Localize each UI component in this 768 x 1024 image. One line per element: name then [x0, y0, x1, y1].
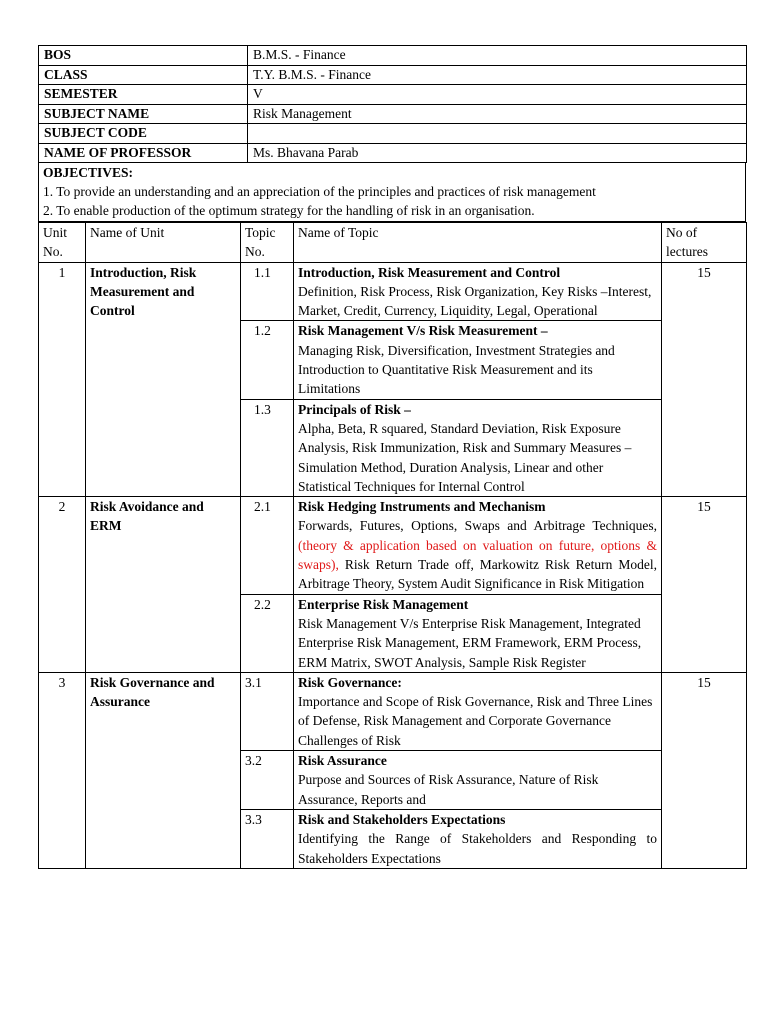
topic-title: Introduction, Risk Measurement and Control	[298, 264, 561, 280]
meta-row-subject-name	[39, 104, 747, 124]
topic-cell	[294, 809, 662, 868]
meta-key: SEMESTER	[39, 85, 248, 105]
table-row	[39, 262, 747, 321]
topic-number: 3.3	[241, 809, 294, 868]
header-unit-no: Unit No.	[39, 223, 86, 263]
lecture-count: 15	[662, 497, 747, 673]
meta-row-class	[39, 65, 747, 85]
topic-number: 2.2	[241, 594, 294, 672]
unit-number: 1	[39, 262, 86, 497]
table-row	[39, 497, 747, 594]
topic-number: 2.1	[241, 497, 294, 594]
topic-number: 3.1	[241, 672, 294, 750]
topic-cell	[294, 672, 662, 750]
topic-cell	[294, 594, 662, 672]
topic-cell	[294, 497, 662, 594]
meta-value: Risk Management	[248, 104, 747, 124]
topic-title: Principals of Risk –	[298, 401, 411, 417]
meta-row-professor	[39, 143, 747, 163]
meta-value	[248, 124, 747, 144]
topic-cell	[294, 321, 662, 399]
topic-body: Purpose and Sources of Risk Assurance, Nature of Risk Assurance, Reports and	[298, 772, 599, 807]
meta-row-semester	[39, 85, 747, 105]
objectives-heading: OBJECTIVES:	[43, 165, 134, 180]
header-unit-name: Name of Unit	[86, 223, 241, 263]
meta-row-bos	[39, 46, 747, 66]
objectives-section	[38, 163, 746, 222]
lecture-count: 15	[662, 262, 747, 497]
topic-title: Enterprise Risk Management	[298, 596, 469, 612]
units-table	[38, 222, 747, 869]
topic-cell	[294, 399, 662, 496]
topic-body: Risk Management V/s Enterprise Risk Management, Integrated Enterprise Risk Management, ERM Framework, ERM Process, ERM Matrix, SWOT Analysis, Sample Risk Register	[298, 615, 642, 670]
unit-name: Introduction, Risk Measurement and Control	[86, 262, 241, 497]
topic-body: Importance and Scope of Risk Governance, Risk and Three Lines of Defense, Risk Management and Corporate Governance Challenges of Risk	[298, 694, 653, 748]
topic-number: 3.2	[241, 751, 294, 810]
topic-body-highlight: (theory & application based on valuation on future, options & swaps),	[298, 537, 657, 573]
topic-number: 1.3	[241, 399, 294, 496]
meta-value: V	[248, 85, 747, 105]
topic-title: Risk Hedging Instruments and Mechanism	[298, 499, 546, 515]
meta-value: T.Y. B.M.S. - Finance	[248, 65, 747, 85]
topic-body: Definition, Risk Process, Risk Organization, Key Risks –Interest, Market, Credit, Currency, Liquidity, Legal, Operational	[298, 283, 652, 319]
meta-key: CLASS	[39, 65, 248, 85]
topic-body: Managing Risk, Diversification, Investment Strategies and Introduction to Quantitative Risk Measurement and its Limitations	[298, 342, 615, 397]
syllabus-document	[38, 45, 746, 869]
meta-key: NAME OF PROFESSOR	[39, 143, 248, 163]
table-row	[39, 672, 747, 750]
unit-number: 3	[39, 672, 86, 868]
header-lectures: No of lectures	[662, 223, 747, 263]
topic-body-pre: Forwards, Futures, Options, Swaps and Arbitrage Techniques,	[298, 518, 657, 534]
objective-item: 2. To enable production of the optimum strategy for the handling of risk in an organisation.	[43, 203, 535, 218]
meta-value: B.M.S. - Finance	[248, 46, 747, 66]
topic-cell	[294, 751, 662, 810]
topic-cell	[294, 262, 662, 321]
objective-item: 1. To provide an understanding and an appreciation of the principles and practices of risk management	[43, 184, 596, 199]
topic-title: Risk Assurance	[298, 753, 387, 769]
course-info-table	[38, 45, 747, 163]
meta-row-subject-code	[39, 124, 747, 144]
topic-body-post: Risk Return Trade off, Markowitz Risk Return Model, Arbitrage Theory, System Audit Significance in Risk Mitigation	[298, 557, 657, 592]
lecture-count: 15	[662, 672, 747, 868]
meta-key: SUBJECT NAME	[39, 104, 248, 124]
topic-title: Risk Governance:	[298, 674, 402, 690]
topic-number: 1.1	[241, 262, 294, 321]
unit-name: Risk Avoidance and ERM	[86, 497, 241, 673]
header-topic-name: Name of Topic	[294, 223, 662, 263]
topic-body: Identifying the Range of Stakeholders and Responding to Stakeholders Expectations	[298, 831, 657, 866]
header-topic-no: Topic No.	[241, 223, 294, 263]
meta-key: SUBJECT CODE	[39, 124, 248, 144]
units-table-header	[39, 223, 747, 263]
unit-name: Risk Governance and Assurance	[86, 672, 241, 868]
meta-key: BOS	[39, 46, 248, 66]
meta-value: Ms. Bhavana Parab	[248, 143, 747, 163]
topic-body: Alpha, Beta, R squared, Standard Deviation, Risk Exposure Analysis, Risk Immunization, Risk and Summary Measures –Simulation Method, Duration Analysis, Linear and other Statistical Techniques for Internal Control	[298, 420, 632, 494]
topic-title: Risk Management V/s Risk Measurement –	[298, 323, 548, 339]
topic-title: Risk and Stakeholders Expectations	[298, 811, 506, 827]
topic-number: 1.2	[241, 321, 294, 399]
unit-number: 2	[39, 497, 86, 673]
